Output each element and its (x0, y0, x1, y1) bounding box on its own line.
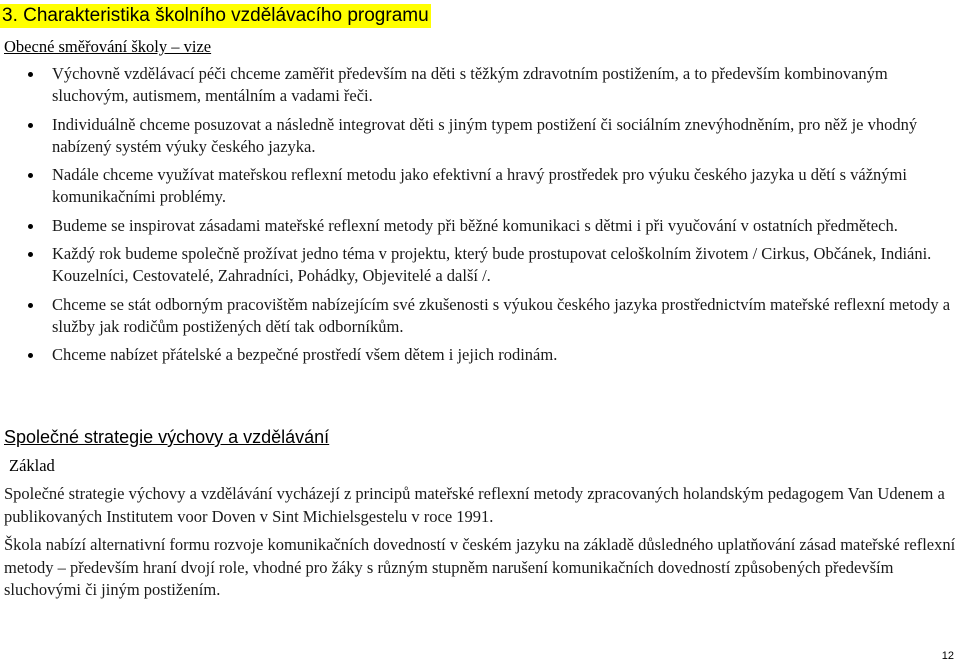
list-item-text: Nadále chceme využívat mateřskou reflexní metodu jako efektivní a hravý prostředek pro výuku českého jazyka u dětí s vážnými komunikačními problémy. (52, 165, 907, 206)
list-item (28, 344, 956, 366)
bullet-icon (28, 252, 33, 257)
paragraph-methodology-origin: Společné strategie výchovy a vzdělávání vycházejí z principů mateřské reflexní metody zpracovaných holandským pedagogem Van Udenem a publikovaných Institutem voor Doven v Sint Michielsgestelu v roce 1991. (4, 484, 945, 526)
paragraph-alternative-form: Škola nabízí alternativní formu rozvoje komunikačních dovedností v českém jazyku na základě důsledného uplatňování zásad mateřské reflexní metody – především hraní dvojí role, vhodné pro žáky s různým stupněm narušení komunikačních dovedností způsobených především sluchovými či jiným postižením. (4, 535, 956, 599)
list-item (28, 164, 956, 208)
list-item-text: Každý rok budeme společně prožívat jedno téma v projektu, který bude prostupovat celoškolním životem / Cirkus, Občánek, Indiáni. Kouzelníci, Cestovatelé, Zahradníci, Pohádky, Objevitelé a další /. (52, 244, 932, 285)
bullet-icon (28, 353, 33, 358)
list-item (28, 243, 956, 287)
list-item-text: Výchovně vzdělávací péči chceme zaměřit především na děti s těžkým zdravotním postižením, a to především kombinovaným sluchovým, autismem, mentálním a vadami řeči. (52, 64, 888, 105)
list-item (28, 294, 956, 338)
vision-bullet-list (28, 63, 956, 373)
strategy-heading: Společné strategie výchovy a vzdělávání (4, 427, 330, 447)
bullet-icon (28, 224, 33, 229)
list-item-text: Individuálně chceme posuzovat a následně integrovat děti s jiným typem postižení či sociálním znevýhodněním, pro něž je vhodný nabízený systém výuky českého jazyka. (52, 114, 918, 156)
bullet-icon (28, 173, 33, 178)
list-item-text: Chceme nabízet přátelské a bezpečné prostředí všem dětem i jejich rodinám. (52, 345, 558, 364)
list-item-text: Budeme se inspirovat zásadami mateřské reflexní metody při běžné komunikaci s dětmi i při vyučování v ostatních předmětech. (52, 215, 898, 235)
bullet-icon (28, 123, 33, 128)
list-item-text: Chceme se stát odborným pracovištěm nabízejícím své zkušenosti s výukou českého jazyka prostřednictvím mateřské reflexní metody a služby jak rodičům postižených dětí tak odborníkům. (52, 294, 951, 336)
page-number: 12 (941, 650, 954, 662)
basis-subheading: Základ (9, 456, 55, 475)
section-heading: 3. Charakteristika školního vzdělávacího programu (2, 5, 429, 26)
list-item (28, 215, 956, 237)
list-item (28, 114, 956, 158)
bullet-icon (28, 72, 33, 77)
vision-subheading: Obecné směřování školy – vize (4, 37, 212, 56)
list-item (28, 63, 956, 107)
bullet-icon (28, 303, 33, 308)
